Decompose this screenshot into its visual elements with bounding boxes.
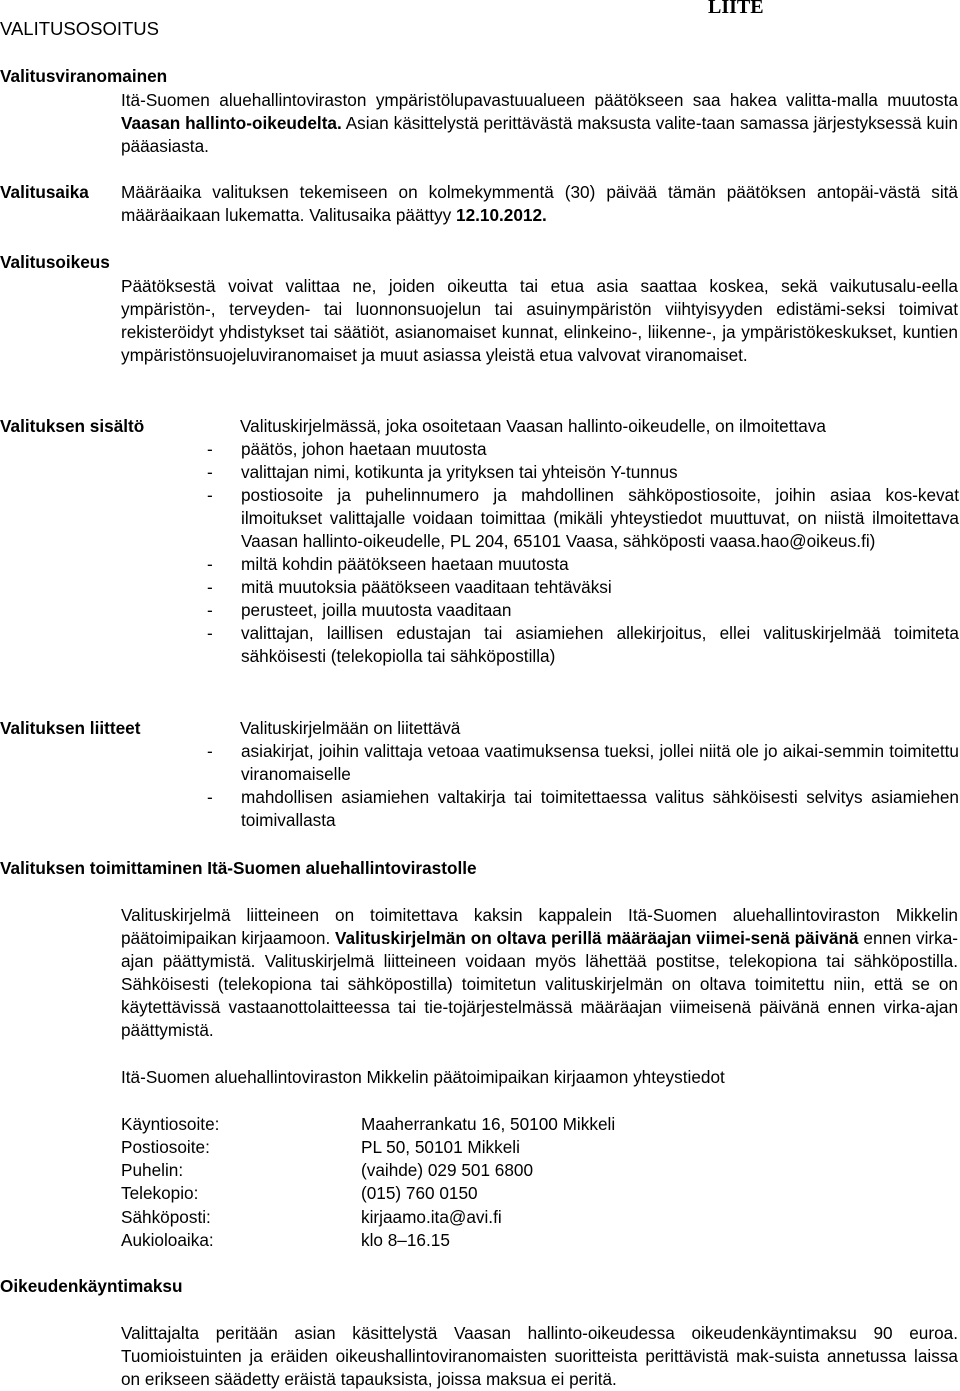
appendix-label: LIITE xyxy=(708,0,764,18)
valitusoikeus-text: Päätöksestä voivat valittaa ne, joiden oikeutta tai etua asia saattaa koskea, sekä vaikutusalu-eella ympäristön-, terveyden- tai luonnonsuojelun tai asuinympäristön viihtyisyyden edistämi-seksi toimivat rekisteröidyt yhdistykset tai säätiöt, asianomaiset kunnat, elinkeino-, liikenne-, ja ympäristökeskukset, kuntien ympäristönsuojeluviranomaiset ja muut asiassa yleistä etua valvovat viranomaiset. xyxy=(121,276,958,365)
contact-row: Käyntiosoite: Maaherrankatu 16, 50100 Mikkeli xyxy=(121,1114,616,1134)
list-item: - mahdollisen asiamiehen valtakirja tai toimitettaessa valitus sähköisesti selvitys asiamiehen toimivallasta xyxy=(207,787,959,830)
contact-row: Telekopio: (015) 760 0150 xyxy=(121,1183,478,1203)
section-label-valitusviranomainen: Valitusviranomainen xyxy=(0,66,168,86)
list-item: - asiakirjat, joihin valittaja vetoaa vaatimuksensa tueksi, jollei niitä ole jo aikai-semmin toimitettu viranomaiselle xyxy=(207,741,959,784)
sisalto-list xyxy=(207,438,959,668)
list-item: - valittajan nimi, kotikunta ja yrityksen tai yhteisön Y-tunnus xyxy=(207,462,678,482)
liitteet-intro: Valituskirjelmään on liitettävä xyxy=(240,718,461,738)
section-label-valitusoikeus: Valitusoikeus xyxy=(0,252,110,272)
list-item: - mitä muutoksia päätökseen vaaditaan tehtäväksi xyxy=(207,577,612,597)
valitusaika-text: Määräaika valituksen tekemiseen on kolmekymmentä (30) päivää tämän päätöksen antopäi-västä sitä määräaikaan lukematta. Valitusaika päättyy 12.10.2012. xyxy=(121,182,958,225)
contact-row: Postiosoite: PL 50, 50101 Mikkeli xyxy=(121,1137,520,1157)
list-item: - päätös, johon haetaan muutosta xyxy=(207,439,487,459)
list-item: - postiosoite ja puhelinnumero ja mahdollinen sähköpostiosoite, joihin asiaa kos-kevat ilmoitukset valittajalle voidaan toimittaa (mikäli yhteystiedot muuttuvat, on niistä ilmoitettava Vaasan hallinto-oikeudelle, PL 204, 65101 Vaasa, sähköposti vaasa.hao@oikeus.fi) xyxy=(207,485,959,551)
liitteet-list xyxy=(207,740,959,832)
sisalto-intro: Valituskirjelmässä, joka osoitetaan Vaasan hallinto-oikeudelle, on ilmoitettava xyxy=(240,416,826,436)
document-title: VALITUSOSOITUS xyxy=(0,18,159,39)
contact-email-link[interactable]: kirjaamo.ita@avi.fi xyxy=(361,1207,502,1227)
toimittaminen-text: Valituskirjelmä liitteineen on toimitettava kaksin kappalein Itä-Suomen aluehallintoviraston Mikkelin päätoimipaikan kirjaamoon. Valituskirjelmän on oltava perillä määräajan viimei-senä päivänä ennen virka-ajan päättymistä. Valituskirjelmä liitteineen voidaan myös lähettää postitse, telekopiona tai sähköpostilla. Sähköisesti (telekopiona tai sähköpostilla) toimitetun valituskirjelmän on oltava toimitettu niin, että se on käytettävissä vastaanottolaitteessa tai tie-tojärjestelmässä määräajan viimeisenä päivänä ennen virka-ajan päättymistä. xyxy=(121,905,958,1040)
list-item: - miltä kohdin päätökseen haetaan muutosta xyxy=(207,554,569,574)
contact-row: Sähköposti: kirjaamo.ita@avi.fi xyxy=(121,1207,502,1227)
valitusviranomainen-text: Itä-Suomen aluehallintoviraston ympäristölupavastuualueen päätökseen saa hakea valitta-malla muutosta Vaasan hallinto-oikeudelta. Asian käsittelystä perittävästä maksusta valite-taan samassa järjestyksessä kuin pääasiasta. xyxy=(121,90,958,156)
oikeudenkayntimaksu-text: Valittajalta peritään asian käsittelystä Vaasan hallinto-oikeudessa oikeudenkäyntimaksu 90 euroa. Tuomioistuinten ja eräiden oikeushallintoviranomaisten suoritteista perittävistä mak-suista annetussa laissa on erikseen säädetty eräistä tapauksista, joissa maksua ei peritä. xyxy=(121,1323,958,1389)
section-label-oikeudenkayntimaksu: Oikeudenkäyntimaksu xyxy=(0,1276,183,1296)
contact-heading: Itä-Suomen aluehallintoviraston Mikkelin päätoimipaikan kirjaamon yhteystiedot xyxy=(121,1067,725,1087)
section-label-liitteet: Valituksen liitteet xyxy=(0,718,141,738)
list-item: - valittajan, laillisen edustajan tai asiamiehen allekirjoitus, ellei valituskirjelmää toimiteta sähköisesti (telekopiolla tai sähköpostilla) xyxy=(207,623,959,666)
contact-row: Puhelin: (vaihde) 029 501 6800 xyxy=(121,1160,534,1180)
section-label-toimittaminen: Valituksen toimittaminen Itä-Suomen aluehallintovirastolle xyxy=(0,858,477,878)
contact-row: Aukioloaika: klo 8–16.15 xyxy=(121,1230,450,1250)
section-label-sisalto: Valituksen sisältö xyxy=(0,416,145,436)
list-item: - perusteet, joilla muutosta vaaditaan xyxy=(207,600,512,620)
section-label-valitusaika: Valitusaika xyxy=(0,182,89,202)
